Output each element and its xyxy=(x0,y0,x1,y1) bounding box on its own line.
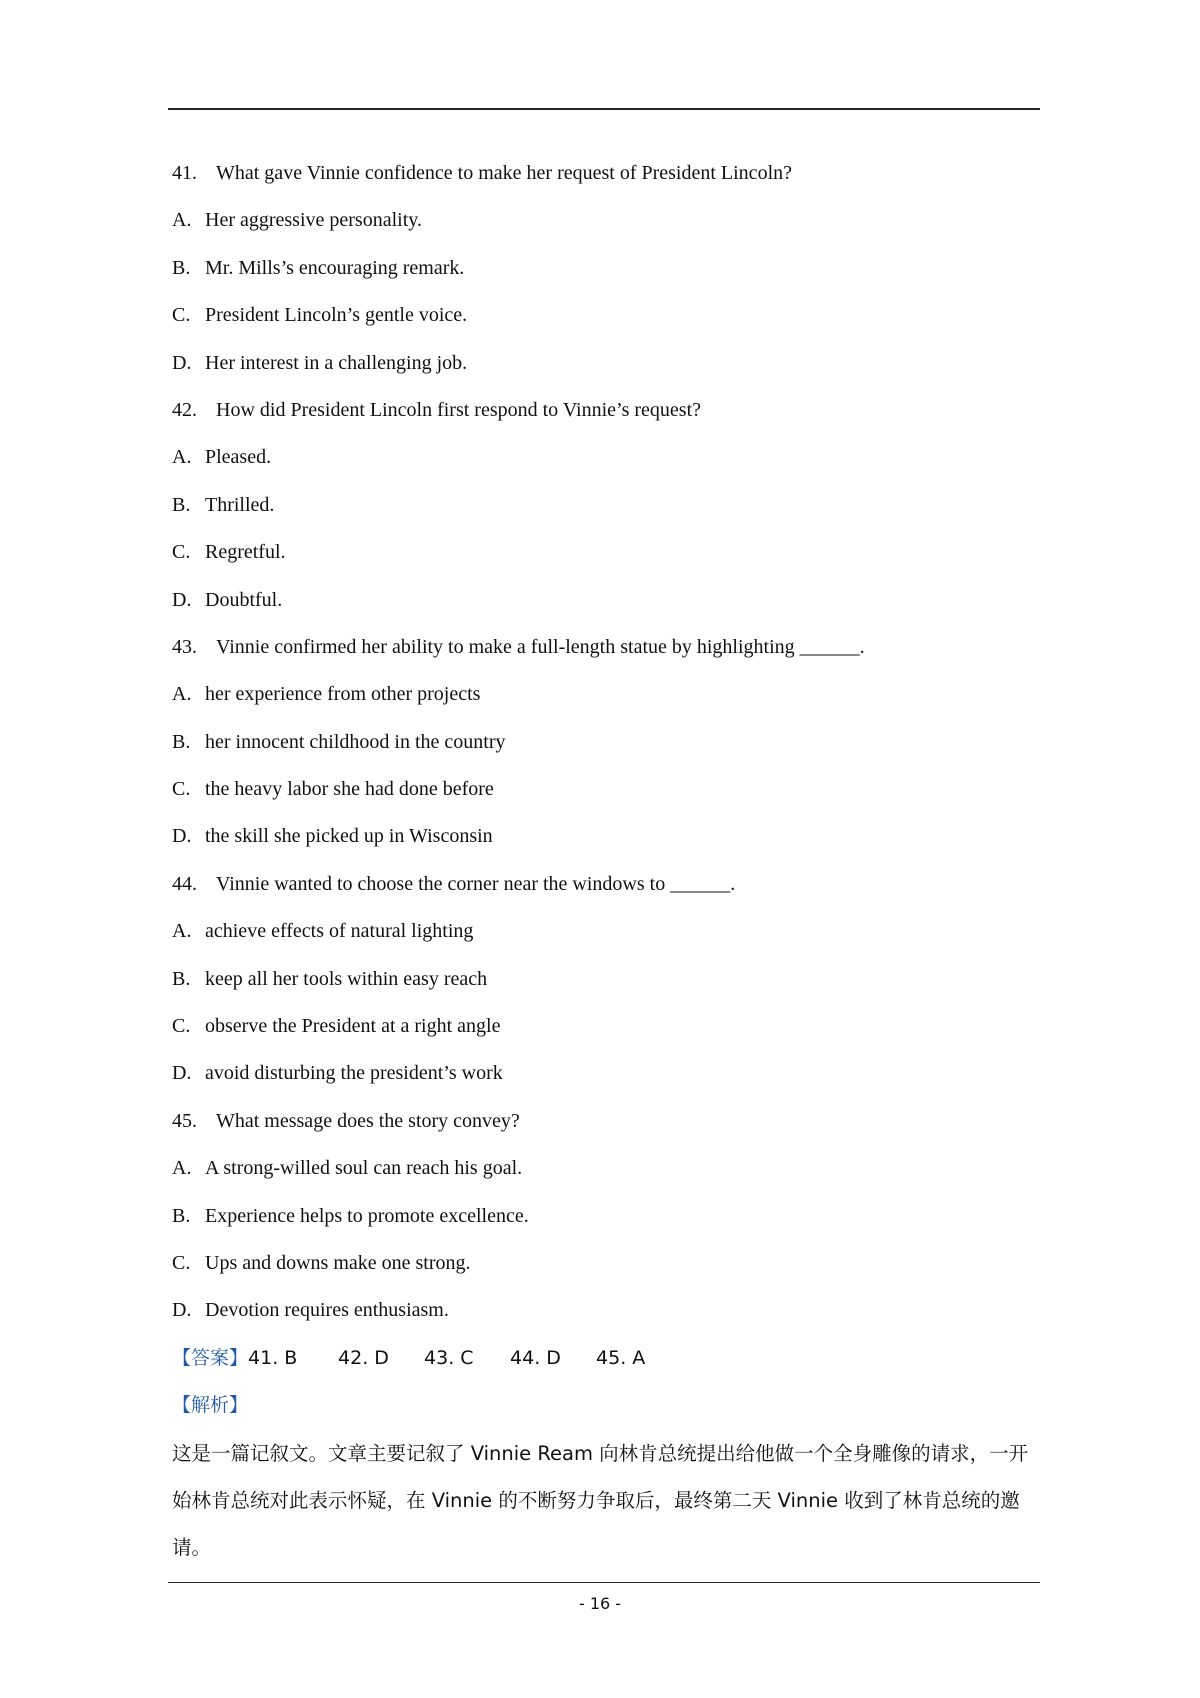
option-text: Regretful. xyxy=(205,541,286,564)
option-text: her experience from other projects xyxy=(205,683,481,706)
option-45-b xyxy=(172,1193,1040,1240)
option-42-a xyxy=(172,434,1040,481)
option-letter: D. xyxy=(172,588,192,611)
option-letter: D. xyxy=(172,351,192,374)
option-letter: A. xyxy=(172,920,192,943)
option-letter: A. xyxy=(172,1157,192,1180)
option-text: Devotion requires enthusiasm. xyxy=(205,1299,449,1322)
option-letter: B. xyxy=(172,256,191,279)
option-text: Mr. Mills’s encouraging remark. xyxy=(205,256,465,279)
option-44-c xyxy=(172,1003,1040,1050)
question-text: Vinnie wanted to choose the corner near the windows to ______. xyxy=(216,872,736,895)
option-45-d xyxy=(172,1287,1040,1334)
option-44-d xyxy=(172,1050,1040,1097)
option-41-d xyxy=(172,340,1040,387)
page-number: - 16 - xyxy=(578,1594,622,1613)
option-letter: B. xyxy=(172,730,191,753)
question-number: 41. xyxy=(172,162,197,184)
question-text: What message does the story convey? xyxy=(216,1109,520,1132)
option-text: the skill she picked up in Wisconsin xyxy=(205,825,493,848)
option-42-b xyxy=(172,482,1040,529)
option-text: Ups and downs make one strong. xyxy=(205,1251,471,1274)
option-43-a xyxy=(172,671,1040,718)
question-number: 43. xyxy=(172,635,197,658)
option-letter: D. xyxy=(172,825,192,848)
question-42 xyxy=(172,387,1040,434)
option-text: avoid disturbing the president’s work xyxy=(205,1062,503,1085)
option-letter: A. xyxy=(172,209,192,232)
option-letter: C. xyxy=(172,778,191,801)
option-letter: D. xyxy=(172,1299,192,1322)
option-letter: C. xyxy=(172,1251,191,1274)
option-letter: A. xyxy=(172,446,192,469)
option-45-a xyxy=(172,1145,1040,1192)
option-44-a xyxy=(172,908,1040,955)
option-41-b xyxy=(172,245,1040,292)
option-letter: C. xyxy=(172,304,191,327)
question-number: 42. xyxy=(172,398,197,421)
option-text: keep all her tools within easy reach xyxy=(205,967,488,990)
option-text: Thrilled. xyxy=(205,493,275,516)
option-43-d xyxy=(172,813,1040,860)
option-letter: C. xyxy=(172,1015,191,1038)
answer-label: 【答案】 xyxy=(172,1346,249,1369)
option-letter: A. xyxy=(172,683,192,706)
option-text: Doubtful. xyxy=(205,588,283,611)
option-letter: C. xyxy=(172,541,191,564)
analysis-label: 【解析】 xyxy=(172,1394,249,1417)
analysis-text: 这是一篇记叙文。文章主要记叙了 Vinnie Ream 向林肯总统提出给他做一个全身雕像的请求，一开始林肯总统对此表示怀疑，在 Vinnie 的不断努力争取后，最终第二天 Vinnie 收到了林肯总统的邀请。 xyxy=(172,1441,1029,1560)
option-text: achieve effects of natural lighting xyxy=(205,920,474,943)
answer-item: 41. B xyxy=(248,1346,298,1369)
option-text: Experience helps to promote excellence. xyxy=(205,1204,529,1227)
analysis-heading xyxy=(172,1382,1040,1429)
option-45-c xyxy=(172,1240,1040,1287)
option-text: the heavy labor she had done before xyxy=(205,778,494,801)
answer-item: 42. D xyxy=(338,1346,389,1369)
answer-key xyxy=(172,1335,1040,1382)
answer-item: 43. C xyxy=(424,1346,474,1369)
answer-item: 45. A xyxy=(596,1346,646,1369)
option-text: her innocent childhood in the country xyxy=(205,730,506,753)
question-text: What gave Vinnie confidence to make her request of President Lincoln? xyxy=(216,162,792,184)
option-43-b xyxy=(172,719,1040,766)
option-41-a xyxy=(172,197,1040,244)
document-body xyxy=(172,150,1040,1572)
option-42-c xyxy=(172,529,1040,576)
question-number: 44. xyxy=(172,872,197,895)
option-41-c xyxy=(172,292,1040,339)
question-text: How did President Lincoln first respond to Vinnie’s request? xyxy=(216,398,702,421)
header-rule xyxy=(168,108,1040,110)
option-44-b xyxy=(172,956,1040,1003)
option-text: Her aggressive personality. xyxy=(205,209,422,232)
option-text: President Lincoln’s gentle voice. xyxy=(205,304,468,327)
question-number: 45. xyxy=(172,1109,197,1132)
option-letter: D. xyxy=(172,1062,192,1085)
question-41 xyxy=(172,150,1040,197)
answer-item: 44. D xyxy=(510,1346,561,1369)
footer-rule xyxy=(168,1582,1040,1583)
question-text: Vinnie confirmed her ability to make a full-length statue by highlighting ______. xyxy=(216,635,865,658)
question-45 xyxy=(172,1098,1040,1145)
option-text: observe the President at a right angle xyxy=(205,1015,501,1038)
option-text: Pleased. xyxy=(205,446,272,469)
question-44 xyxy=(172,861,1040,908)
question-43 xyxy=(172,624,1040,671)
option-letter: B. xyxy=(172,493,191,516)
option-43-c xyxy=(172,766,1040,813)
option-letter: B. xyxy=(172,967,191,990)
option-text: A strong-willed soul can reach his goal. xyxy=(205,1157,523,1180)
option-letter: B. xyxy=(172,1204,191,1227)
option-42-d xyxy=(172,577,1040,624)
option-text: Her interest in a challenging job. xyxy=(205,351,468,374)
